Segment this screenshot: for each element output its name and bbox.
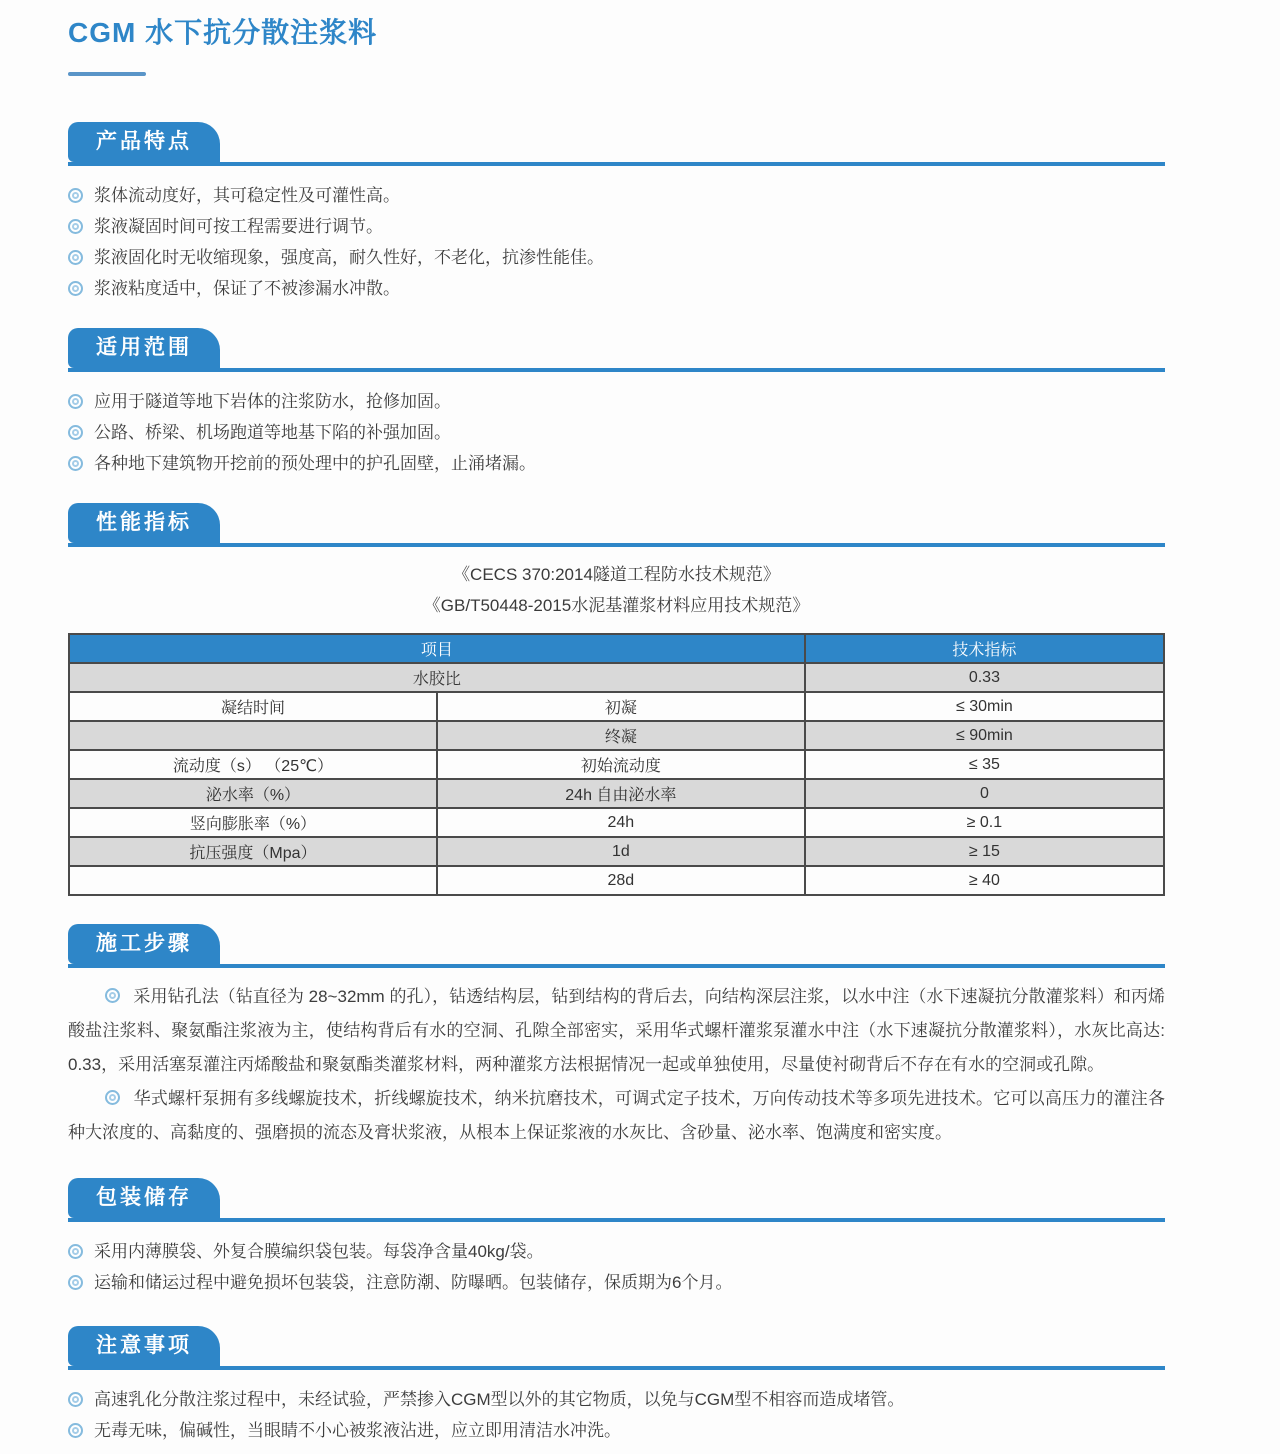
bottom-margin — [68, 1446, 1165, 1454]
section-tab-scope: 适用范围 — [68, 328, 220, 368]
table-cell: 竖向膨胀率（%） — [69, 808, 437, 837]
section-header-notes — [68, 1326, 1165, 1370]
title-underline — [68, 72, 146, 76]
section-tab-features: 产品特点 — [68, 122, 220, 162]
list-item-text: 高速乳化分散注浆过程中，未经试验，严禁掺入CGM型以外的其它物质，以免与CGM型不相容而造成堵管。 — [94, 1390, 905, 1409]
table-row — [69, 692, 1164, 721]
double-ring-bullet-icon — [68, 394, 83, 409]
table-row — [69, 750, 1164, 779]
list-item — [68, 1415, 1165, 1446]
section-tab-notes: 注意事项 — [68, 1326, 220, 1366]
table-cell — [69, 866, 437, 895]
list-item-text: 运输和储运过程中避免损坏包装袋，注意防潮、防曝晒。包装储存，保质期为6个月。 — [94, 1273, 733, 1292]
table-cell: ≤ 35 — [805, 750, 1164, 779]
double-ring-bullet-icon — [68, 188, 83, 203]
list-item — [68, 386, 1165, 417]
section-header-packaging — [68, 1178, 1165, 1222]
table-row — [69, 808, 1164, 837]
list-item-text: 浆液凝固时间可按工程需要进行调节。 — [94, 217, 383, 236]
double-ring-bullet-icon — [68, 425, 83, 440]
section-tab-performance: 性能指标 — [68, 503, 220, 543]
table-cell: 0.33 — [805, 663, 1164, 692]
list-item-text: 公路、桥梁、机场跑道等地基下陷的补强加固。 — [94, 423, 451, 442]
features-list — [68, 180, 1165, 304]
list-item — [68, 448, 1165, 479]
list-item-text: 采用内薄膜袋、外复合膜编织袋包装。每袋净含量40kg/袋。 — [94, 1242, 544, 1261]
list-item — [68, 242, 1165, 273]
standard-reference: 《GB/T50448-2015水泥基灌浆材料应用技术规范》 — [423, 596, 810, 615]
page-title: CGM 水下抗分散注浆料 — [68, 17, 378, 48]
table-cell: ≥ 40 — [805, 866, 1164, 895]
double-ring-bullet-icon — [68, 456, 83, 471]
section-header-features — [68, 122, 1165, 166]
table-header-row — [69, 634, 1164, 663]
table-cell: 0 — [805, 779, 1164, 808]
double-ring-bullet-icon — [105, 1090, 120, 1105]
table-cell: ≥ 15 — [805, 837, 1164, 866]
list-item — [68, 273, 1165, 304]
table-row — [69, 866, 1164, 895]
list-item-text: 浆体流动度好，其可稳定性及可灌性高。 — [94, 186, 400, 205]
standards-references — [68, 559, 1165, 621]
paragraph-text: 采用钻孔法（钻直径为 28~32mm 的孔），钻透结构层，钻到结构的背后去，向结构深层注浆，以水中注（水下速凝抗分散灌浆料）和丙烯酸盐注浆料、聚氨酯注浆液为主，使结构背后有水的空洞、孔隙全部密实，采用华式螺杆灌浆泵灌水中注（水下速凝抗分散灌浆料），水灰比高达: 0.33，采用活塞泵灌注丙烯酸盐和聚氨酯类灌浆材料，两种灌浆方法根据情况一起或单独使用，尽量使衬砌背后不存在有水的空洞或孔隙。 — [68, 987, 1165, 1074]
list-item — [68, 1267, 1165, 1298]
scope-list — [68, 386, 1165, 479]
table-cell: 流动度（s） （25℃） — [69, 750, 437, 779]
list-item-text: 无毒无味，偏碱性，当眼睛不小心被浆液沾进，应立即用清洁水冲洗。 — [94, 1421, 621, 1440]
list-item-text: 应用于隧道等地下岩体的注浆防水，抢修加固。 — [94, 392, 451, 411]
table-row — [69, 721, 1164, 750]
table-row — [69, 663, 1164, 692]
list-item — [68, 1384, 1165, 1415]
double-ring-bullet-icon — [68, 219, 83, 234]
construction-paragraph — [68, 1082, 1165, 1150]
column-header-spec: 技术指标 — [805, 634, 1164, 663]
table-cell: 24h — [437, 808, 805, 837]
table-cell: 水胶比 — [69, 663, 805, 692]
standard-reference: 《CECS 370:2014隧道工程防水技术规范》 — [453, 565, 780, 584]
paragraph-text: 华式螺杆泵拥有多线螺旋技术，折线螺旋技术，纳米抗磨技术，可调式定子技术，万向传动技术等多项先进技术。它可以高压力的灌注各种大浓度的、高黏度的、强磨损的流态及膏状浆液，从根本上保证浆液的水灰比、含砂量、泌水率、饱满度和密实度。 — [68, 1089, 1165, 1142]
table-cell: ≤ 90min — [805, 721, 1164, 750]
table-cell — [69, 721, 437, 750]
section-tab-packaging: 包装储存 — [68, 1178, 220, 1218]
list-item — [68, 417, 1165, 448]
construction-paragraph — [68, 980, 1165, 1082]
double-ring-bullet-icon — [68, 1423, 83, 1438]
table-cell: 终凝 — [437, 721, 805, 750]
list-item-text: 各种地下建筑物开挖前的预处理中的护孔固壁，止涌堵漏。 — [94, 454, 536, 473]
table-cell: 初凝 — [437, 692, 805, 721]
double-ring-bullet-icon — [68, 1392, 83, 1407]
double-ring-bullet-icon — [105, 988, 120, 1003]
construction-paragraphs — [68, 980, 1165, 1150]
double-ring-bullet-icon — [68, 281, 83, 296]
table-cell: 抗压强度（Mpa） — [69, 837, 437, 866]
list-item — [68, 1236, 1165, 1267]
table-cell: ≤ 30min — [805, 692, 1164, 721]
section-tab-construction: 施工步骤 — [68, 924, 220, 964]
table-cell: 1d — [437, 837, 805, 866]
list-item-text: 浆液固化时无收缩现象，强度高，耐久性好，不老化，抗渗性能佳。 — [94, 248, 604, 267]
table-row — [69, 837, 1164, 866]
list-item-text: 浆液粘度适中，保证了不被渗漏水冲散。 — [94, 279, 400, 298]
section-header-scope — [68, 328, 1165, 372]
double-ring-bullet-icon — [68, 1275, 83, 1290]
column-header-project: 项目 — [69, 634, 805, 663]
table-cell: 泌水率（%） — [69, 779, 437, 808]
table-cell: ≥ 0.1 — [805, 808, 1164, 837]
table-row — [69, 779, 1164, 808]
table-cell: 初始流动度 — [437, 750, 805, 779]
double-ring-bullet-icon — [68, 1244, 83, 1259]
list-item — [68, 180, 1165, 211]
section-header-construction — [68, 924, 1165, 968]
table-cell: 凝结时间 — [69, 692, 437, 721]
packaging-list — [68, 1236, 1165, 1298]
double-ring-bullet-icon — [68, 250, 83, 265]
list-item — [68, 211, 1165, 242]
performance-table — [68, 633, 1165, 896]
notes-list — [68, 1384, 1165, 1446]
table-cell: 28d — [437, 866, 805, 895]
table-cell: 24h 自由泌水率 — [437, 779, 805, 808]
section-header-performance — [68, 503, 1165, 547]
